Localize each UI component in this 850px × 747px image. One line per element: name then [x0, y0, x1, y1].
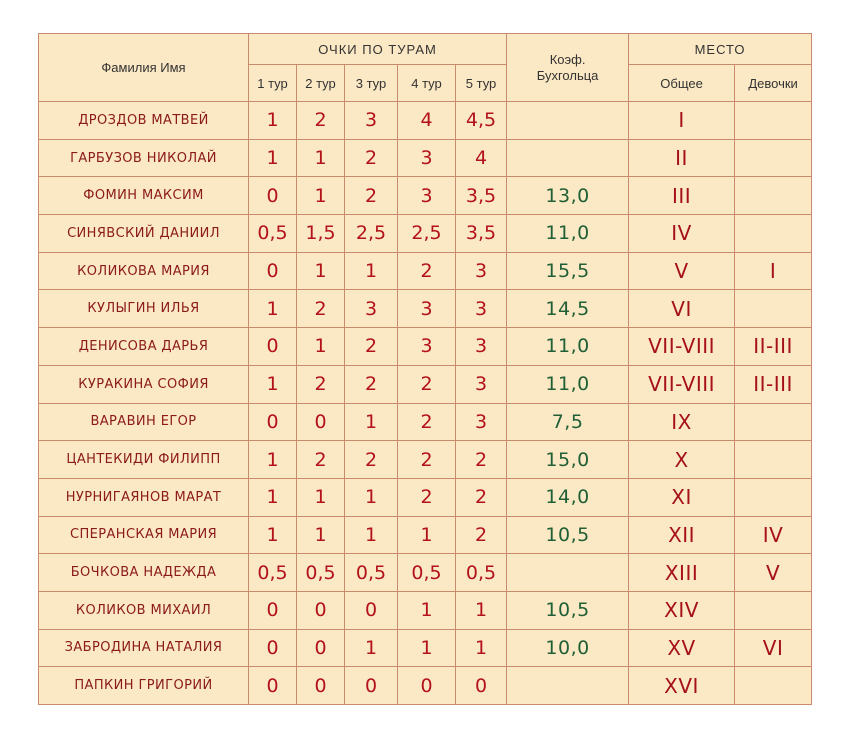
round-1-score-cell: 0,5 — [249, 215, 297, 253]
round-5-score-cell: 4,5 — [456, 102, 507, 140]
round-1-score-cell: 1 — [249, 478, 297, 516]
round-5-score-cell: 3 — [456, 290, 507, 328]
round-2-score-cell: 1 — [297, 252, 345, 290]
buchholz-coef-cell: 10,5 — [507, 516, 629, 554]
girls-place-cell: VI — [735, 629, 812, 667]
overall-place-cell: VII-VIII — [629, 365, 735, 403]
overall-place-cell: VII-VIII — [629, 328, 735, 366]
round-4-score-cell: 2 — [398, 478, 456, 516]
round-2-score-cell: 0 — [297, 667, 345, 705]
player-name-cell: ДЕНИСОВА ДАРЬЯ — [39, 328, 249, 366]
round-5-score-cell: 4 — [456, 139, 507, 177]
table-row — [39, 290, 812, 328]
buchholz-coef-cell: 7,5 — [507, 403, 629, 441]
round-1-score-cell: 0 — [249, 403, 297, 441]
overall-place-cell: XIV — [629, 591, 735, 629]
round-5-header: 5 тур — [456, 65, 507, 102]
overall-place-cell: XV — [629, 629, 735, 667]
table-row — [39, 365, 812, 403]
round-3-score-cell: 1 — [345, 252, 398, 290]
table-row — [39, 667, 812, 705]
player-name-cell: ГАРБУЗОВ НИКОЛАЙ — [39, 139, 249, 177]
table-row — [39, 629, 812, 667]
round-2-score-cell: 1 — [297, 328, 345, 366]
place-group-header: МЕСТО — [629, 34, 812, 65]
table-row — [39, 139, 812, 177]
place-girls-header: Девочки — [735, 65, 812, 102]
buchholz-coef-cell: 13,0 — [507, 177, 629, 215]
overall-place-cell: IV — [629, 215, 735, 253]
round-4-score-cell: 4 — [398, 102, 456, 140]
round-2-score-cell: 0 — [297, 591, 345, 629]
player-name-cell: НУРНИГАЯНОВ МАРАТ — [39, 478, 249, 516]
round-3-score-cell: 3 — [345, 102, 398, 140]
round-1-score-cell: 1 — [249, 365, 297, 403]
round-3-score-cell: 1 — [345, 403, 398, 441]
overall-place-cell: IX — [629, 403, 735, 441]
round-4-score-cell: 3 — [398, 139, 456, 177]
round-4-score-cell: 2,5 — [398, 215, 456, 253]
round-4-score-cell: 2 — [398, 403, 456, 441]
round-5-score-cell: 3,5 — [456, 177, 507, 215]
round-4-header: 4 тур — [398, 65, 456, 102]
round-5-score-cell: 1 — [456, 629, 507, 667]
player-name-cell: ВАРАВИН ЕГОР — [39, 403, 249, 441]
player-name-cell: КОЛИКОВ МИХАИЛ — [39, 591, 249, 629]
round-2-score-cell: 1 — [297, 139, 345, 177]
round-1-score-cell: 1 — [249, 290, 297, 328]
round-2-score-cell: 2 — [297, 441, 345, 479]
table-header — [39, 34, 812, 102]
player-name-cell: СПЕРАНСКАЯ МАРИЯ — [39, 516, 249, 554]
overall-place-cell: X — [629, 441, 735, 479]
round-2-header: 2 тур — [297, 65, 345, 102]
round-5-score-cell: 3,5 — [456, 215, 507, 253]
round-5-score-cell: 3 — [456, 403, 507, 441]
overall-place-cell: III — [629, 177, 735, 215]
table-row — [39, 102, 812, 140]
overall-place-cell: VI — [629, 290, 735, 328]
round-5-score-cell: 0,5 — [456, 554, 507, 592]
name-column-header: Фамилия Имя — [39, 34, 249, 102]
table-row — [39, 441, 812, 479]
round-3-score-cell: 2 — [345, 328, 398, 366]
girls-place-cell — [735, 139, 812, 177]
round-4-score-cell: 2 — [398, 441, 456, 479]
girls-place-cell: II-III — [735, 365, 812, 403]
girls-place-cell: IV — [735, 516, 812, 554]
player-name-cell: СИНЯВСКИЙ ДАНИИЛ — [39, 215, 249, 253]
round-1-score-cell: 1 — [249, 441, 297, 479]
round-2-score-cell: 2 — [297, 290, 345, 328]
girls-place-cell: II-III — [735, 328, 812, 366]
round-3-score-cell: 1 — [345, 516, 398, 554]
round-3-score-cell: 2 — [345, 365, 398, 403]
player-name-cell: ДРОЗДОВ МАТВЕЙ — [39, 102, 249, 140]
round-5-score-cell: 3 — [456, 365, 507, 403]
girls-place-cell — [735, 403, 812, 441]
table-row — [39, 177, 812, 215]
round-1-score-cell: 0 — [249, 667, 297, 705]
buchholz-coef-cell — [507, 554, 629, 592]
round-3-score-cell: 2 — [345, 139, 398, 177]
table-row — [39, 252, 812, 290]
round-1-score-cell: 0 — [249, 328, 297, 366]
round-2-score-cell: 2 — [297, 365, 345, 403]
round-1-score-cell: 0 — [249, 177, 297, 215]
girls-place-cell — [735, 667, 812, 705]
round-1-score-cell: 1 — [249, 139, 297, 177]
table-row — [39, 478, 812, 516]
round-1-score-cell: 0,5 — [249, 554, 297, 592]
round-2-score-cell: 1 — [297, 516, 345, 554]
buchholz-coef-cell: 10,5 — [507, 591, 629, 629]
round-1-score-cell: 0 — [249, 591, 297, 629]
round-3-score-cell: 2,5 — [345, 215, 398, 253]
girls-place-cell — [735, 591, 812, 629]
overall-place-cell: XVI — [629, 667, 735, 705]
round-4-score-cell: 2 — [398, 365, 456, 403]
round-5-score-cell: 2 — [456, 441, 507, 479]
girls-place-cell — [735, 478, 812, 516]
round-4-score-cell: 0 — [398, 667, 456, 705]
round-2-score-cell: 0 — [297, 403, 345, 441]
round-4-score-cell: 2 — [398, 252, 456, 290]
table-row — [39, 215, 812, 253]
overall-place-cell: XIII — [629, 554, 735, 592]
round-3-score-cell: 0 — [345, 591, 398, 629]
round-3-score-cell: 3 — [345, 290, 398, 328]
buchholz-coef-cell — [507, 102, 629, 140]
table-row — [39, 591, 812, 629]
round-5-score-cell: 1 — [456, 591, 507, 629]
overall-place-cell: V — [629, 252, 735, 290]
rounds-group-header: ОЧКИ ПО ТУРАМ — [249, 34, 507, 65]
buchholz-coef-cell: 10,0 — [507, 629, 629, 667]
round-4-score-cell: 1 — [398, 591, 456, 629]
girls-place-cell: I — [735, 252, 812, 290]
girls-place-cell: V — [735, 554, 812, 592]
place-overall-header: Общее — [629, 65, 735, 102]
results-table — [38, 33, 812, 705]
round-4-score-cell: 3 — [398, 177, 456, 215]
round-3-score-cell: 0 — [345, 667, 398, 705]
round-1-score-cell: 1 — [249, 102, 297, 140]
round-4-score-cell: 1 — [398, 516, 456, 554]
overall-place-cell: XII — [629, 516, 735, 554]
round-5-score-cell: 2 — [456, 478, 507, 516]
buchholz-coef-cell — [507, 667, 629, 705]
player-name-cell: КОЛИКОВА МАРИЯ — [39, 252, 249, 290]
round-4-score-cell: 0,5 — [398, 554, 456, 592]
player-name-cell: КУРАКИНА СОФИЯ — [39, 365, 249, 403]
round-3-score-cell: 1 — [345, 629, 398, 667]
girls-place-cell — [735, 215, 812, 253]
buchholz-coef-cell: 15,5 — [507, 252, 629, 290]
buchholz-coef-cell: 14,5 — [507, 290, 629, 328]
table-body — [39, 102, 812, 705]
table-row — [39, 554, 812, 592]
table-row — [39, 328, 812, 366]
round-2-score-cell: 1,5 — [297, 215, 345, 253]
round-1-header: 1 тур — [249, 65, 297, 102]
overall-place-cell: I — [629, 102, 735, 140]
player-name-cell: КУЛЫГИН ИЛЬЯ — [39, 290, 249, 328]
round-2-score-cell: 0,5 — [297, 554, 345, 592]
player-name-cell: ПАПКИН ГРИГОРИЙ — [39, 667, 249, 705]
buchholz-coef-cell: 11,0 — [507, 365, 629, 403]
coef-header-label: Коэф. Бухгольца — [536, 51, 599, 83]
buchholz-coef-cell: 14,0 — [507, 478, 629, 516]
round-1-score-cell: 0 — [249, 629, 297, 667]
round-5-score-cell: 0 — [456, 667, 507, 705]
girls-place-cell — [735, 102, 812, 140]
table-row — [39, 516, 812, 554]
girls-place-cell — [735, 290, 812, 328]
girls-place-cell — [735, 177, 812, 215]
round-2-score-cell: 1 — [297, 177, 345, 215]
round-3-score-cell: 1 — [345, 478, 398, 516]
buchholz-coef-cell: 11,0 — [507, 215, 629, 253]
round-1-score-cell: 1 — [249, 516, 297, 554]
buchholz-coef-cell: 15,0 — [507, 441, 629, 479]
table-row — [39, 403, 812, 441]
player-name-cell: ЦАНТЕКИДИ ФИЛИПП — [39, 441, 249, 479]
round-3-score-cell: 2 — [345, 177, 398, 215]
round-4-score-cell: 1 — [398, 629, 456, 667]
round-3-score-cell: 0,5 — [345, 554, 398, 592]
round-5-score-cell: 3 — [456, 328, 507, 366]
round-2-score-cell: 1 — [297, 478, 345, 516]
player-name-cell: ФОМИН МАКСИМ — [39, 177, 249, 215]
round-3-score-cell: 2 — [345, 441, 398, 479]
buchholz-coef-cell: 11,0 — [507, 328, 629, 366]
round-5-score-cell: 2 — [456, 516, 507, 554]
overall-place-cell: II — [629, 139, 735, 177]
round-1-score-cell: 0 — [249, 252, 297, 290]
round-3-header: 3 тур — [345, 65, 398, 102]
coef-column-header — [507, 34, 629, 102]
round-2-score-cell: 2 — [297, 102, 345, 140]
round-4-score-cell: 3 — [398, 328, 456, 366]
girls-place-cell — [735, 441, 812, 479]
player-name-cell: ЗАБРОДИНА НАТАЛИЯ — [39, 629, 249, 667]
player-name-cell: БОЧКОВА НАДЕЖДА — [39, 554, 249, 592]
round-4-score-cell: 3 — [398, 290, 456, 328]
overall-place-cell: XI — [629, 478, 735, 516]
round-2-score-cell: 0 — [297, 629, 345, 667]
buchholz-coef-cell — [507, 139, 629, 177]
round-5-score-cell: 3 — [456, 252, 507, 290]
